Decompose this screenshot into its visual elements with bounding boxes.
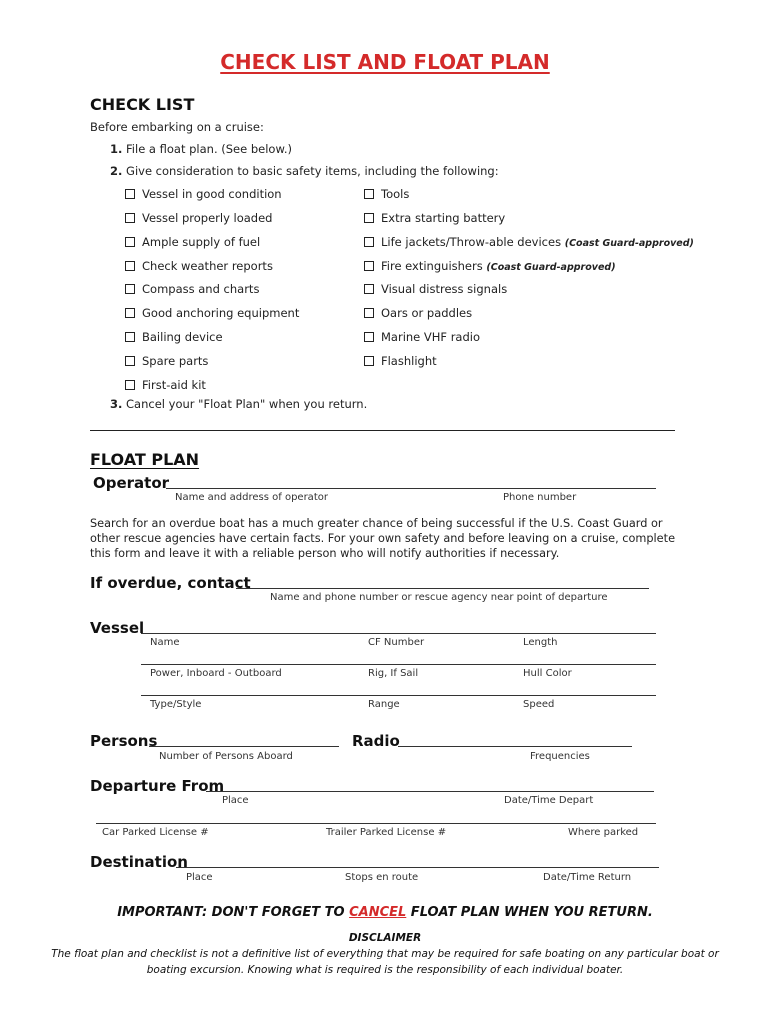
checklist-item-label: Spare parts [142,354,209,368]
checklist-item-label: Good anchoring equipment [142,306,300,320]
vessel-type-sub: Type/Style [150,699,202,710]
coast-guard-note: (Coast Guard-approved) [486,262,616,273]
checkbox-icon[interactable] [364,261,374,271]
step-number: 2. [110,164,123,178]
destination-place-sub: Place [186,872,213,883]
vessel-field-1[interactable] [141,633,656,634]
overdue-contact-label: If overdue, contact [90,574,251,592]
overdue-contact-field[interactable] [236,588,649,589]
checklist-intro: Before embarking on a cruise: [90,120,264,134]
vessel-speed-sub: Speed [523,699,555,710]
checklist-item-label: Life jackets/Throw-able devices [381,235,562,249]
checklist-item[interactable] [125,306,299,320]
vessel-field-3[interactable] [141,695,656,696]
departure-field[interactable] [206,791,654,792]
checklist-item[interactable] [125,187,282,201]
car-parked-sub: Car Parked License # [102,827,209,838]
where-parked-sub: Where parked [568,827,639,838]
checklist-item-label: Oars or paddles [381,306,473,320]
section-divider [90,430,675,431]
checklist-item-label: Tools [381,187,410,201]
checkbox-icon[interactable] [125,332,135,342]
persons-field[interactable] [149,746,339,747]
operator-sub-phone: Phone number [503,492,577,503]
checkbox-icon[interactable] [364,284,374,294]
radio-label: Radio [352,732,400,750]
vessel-cf-sub: CF Number [368,637,425,648]
step-text: File a float plan. (See below.) [126,142,292,156]
checklist-item-label: Fire extinguishers [381,259,483,273]
checkbox-icon[interactable] [125,213,135,223]
vessel-field-2[interactable] [141,664,656,665]
departure-place-sub: Place [222,795,249,806]
vessel-range-sub: Range [368,699,400,710]
cancel-word: CANCEL [349,905,407,920]
departure-label: Departure From [90,777,225,795]
vessel-rig-sub: Rig, If Sail [368,668,419,679]
checklist-item[interactable] [125,282,259,296]
important-text: IMPORTANT: DON'T FORGET TO [117,905,350,920]
destination-field[interactable] [176,867,659,868]
checklist-item[interactable] [364,282,507,296]
checklist-item-label: Bailing device [142,330,223,344]
checklist-item-label: Ample supply of fuel [142,235,261,249]
checklist-item[interactable] [125,378,206,392]
operator-label: Operator [93,474,170,492]
step-2 [110,164,499,178]
checklist-item[interactable] [125,330,223,344]
checkbox-icon[interactable] [364,189,374,199]
vessel-length-sub: Length [523,637,558,648]
disclaimer-line-1: The float plan and checklist is not a definitive list of everything that may be required for safe boating on any particular boat or [51,948,719,960]
checklist-item[interactable] [364,354,437,368]
operator-sub-name: Name and address of operator [175,492,328,503]
vessel-label: Vessel [90,619,145,637]
checklist-item[interactable] [364,187,409,201]
checklist-heading: CHECK LIST [90,95,195,114]
checkbox-icon[interactable] [125,189,135,199]
trailer-parked-sub: Trailer Parked License # [326,827,447,838]
checkbox-icon[interactable] [364,332,374,342]
checkbox-icon[interactable] [125,284,135,294]
return-time-sub: Date/Time Return [543,872,632,883]
persons-sub: Number of Persons Aboard [159,751,293,762]
checkbox-icon[interactable] [125,356,135,366]
checklist-item-label: Vessel in good condition [142,187,282,201]
destination-label: Destination [90,853,188,871]
checklist-item-label: First-aid kit [142,378,206,392]
info-paragraph: Search for an overdue boat has a much greater chance of being successful if the U.S. Coast Guard or other rescue agencies have certain facts. For your own safety and before leaving on a cruise, complete this form and leave it with a reliable person who will notify authorities if necessary. [90,517,676,560]
checklist-item-label: Check weather reports [142,259,273,273]
checkbox-icon[interactable] [364,213,374,223]
coast-guard-note: (Coast Guard-approved) [564,238,694,249]
important-text: FLOAT PLAN WHEN YOU RETURN. [406,905,653,920]
page-title: CHECK LIST AND FLOAT PLAN [220,50,550,74]
radio-sub: Frequencies [530,751,590,762]
checklist-item-label: Visual distress signals [381,282,508,296]
radio-field[interactable] [398,746,632,747]
operator-field[interactable] [166,488,656,489]
step-3 [110,397,367,411]
checkbox-icon[interactable] [364,237,374,247]
checklist-item-label: Compass and charts [142,282,260,296]
parked-field[interactable] [96,823,656,824]
persons-label: Persons [90,732,158,750]
checklist-item[interactable] [125,211,272,225]
step-number: 1. [110,142,123,156]
disclaimer-line-2: boating excursion. Knowing what is required is the responsibility of each individual boater. [146,964,624,976]
vessel-power-sub: Power, Inboard - Outboard [150,668,282,679]
checklist-item[interactable] [125,354,208,368]
overdue-contact-sub: Name and phone number or rescue agency near point of departure [270,592,608,603]
checklist-item-label: Marine VHF radio [381,330,481,344]
checkbox-icon[interactable] [125,308,135,318]
vessel-hull-sub: Hull Color [523,668,572,679]
vessel-name-sub: Name [150,637,180,648]
stops-sub: Stops en route [345,872,419,883]
checkbox-icon[interactable] [364,308,374,318]
checkbox-icon[interactable] [364,356,374,366]
checklist-item[interactable] [125,235,260,249]
step-number: 3. [110,397,123,411]
checkbox-icon[interactable] [125,380,135,390]
checkbox-icon[interactable] [125,261,135,271]
checklist-item[interactable] [364,306,472,320]
disclaimer-heading: DISCLAIMER [348,932,422,944]
departure-time-sub: Date/Time Depart [504,795,594,806]
important-notice [0,905,770,920]
checklist-item-label: Vessel properly loaded [142,211,273,225]
checklist-item[interactable] [125,259,273,273]
checklist-item[interactable] [364,235,694,249]
float-plan-heading: FLOAT PLAN [90,450,200,469]
step-text: Cancel your "Float Plan" when you return. [126,397,368,411]
checklist-item[interactable] [364,259,616,273]
step-text: Give consideration to basic safety items, including the following: [126,164,499,178]
checkbox-icon[interactable] [125,237,135,247]
checklist-item-label: Flashlight [381,354,437,368]
checklist-item-label: Extra starting battery [381,211,506,225]
checklist-item[interactable] [364,211,505,225]
checklist-item[interactable] [364,330,480,344]
step-1 [110,142,292,156]
